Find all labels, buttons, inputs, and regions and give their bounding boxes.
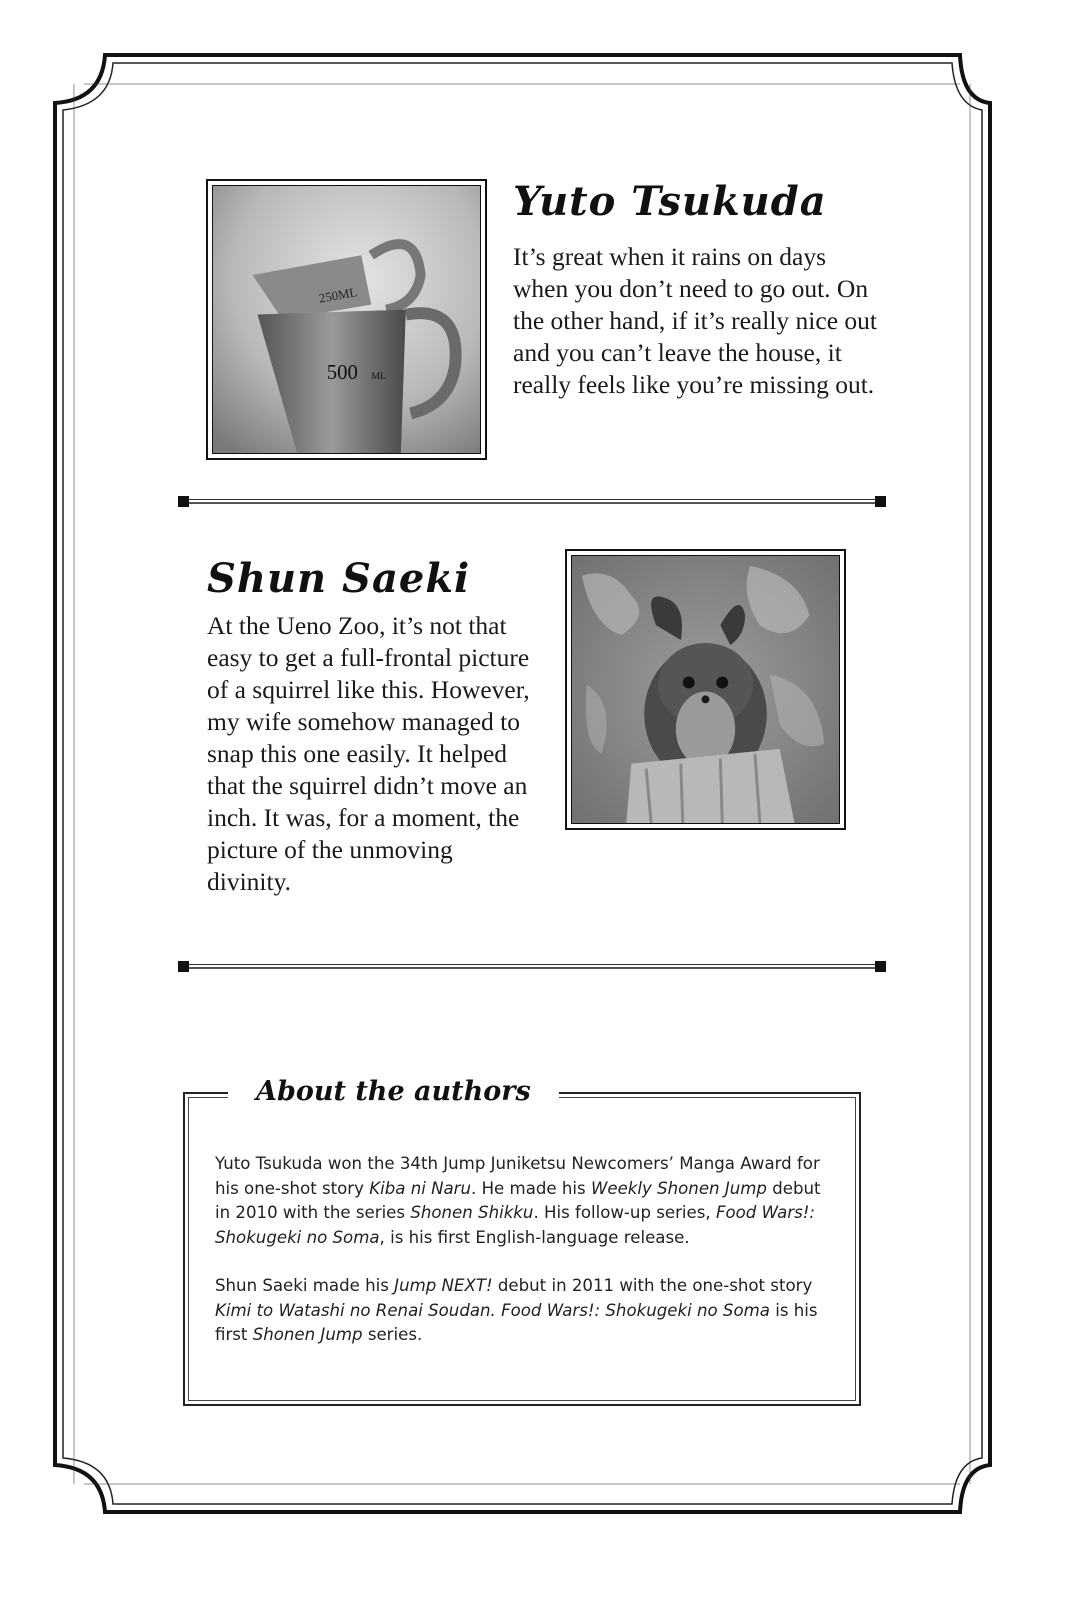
- about-p2-title-2: Kimi to Watashi no Renai Soudan. Food Wars!: Shokugeki no Soma: [215, 1300, 770, 1320]
- squirrel-image: [572, 556, 839, 823]
- about-p1-title-3: Shonen Shikku: [410, 1203, 534, 1222]
- cup-large-label: 500: [326, 361, 358, 384]
- about-p1-title-1: Kiba ni Naru: [369, 1178, 472, 1198]
- about-p1-text-4: . His follow-up series,: [533, 1203, 716, 1222]
- cup-small-label: 250ML: [317, 285, 359, 306]
- about-p1-text-5: , is his first English-language release.: [379, 1227, 690, 1247]
- cup-large-unit: ML: [371, 370, 387, 382]
- section-divider-1: [178, 496, 886, 508]
- section-divider-2: [178, 961, 886, 973]
- about-p2-text-1: Shun Saeki made his: [215, 1276, 395, 1295]
- about-p1-text-2: . He made his: [471, 1178, 591, 1198]
- about-p1-title-2: Weekly Shonen Jump: [590, 1178, 767, 1198]
- about-paragraph-1: [215, 1152, 835, 1250]
- author1-name: Yuto Tsukuda: [513, 178, 827, 225]
- measuring-cups-image: [213, 186, 480, 453]
- author1-comment: It’s great when it rains on days when you don’t need to go out. On the other hand, if it’s really nice out and you can’t leave the house, it really feels like you’re missing out.: [513, 242, 877, 399]
- about-p1-title-4: Food Wars!: Shokugeki no Soma: [215, 1203, 815, 1247]
- about-p1-text-3: debut in 2010 with the series: [215, 1178, 821, 1222]
- squirrel-photo: [565, 549, 846, 830]
- about-p2-text-2: debut in 2011 with the one-shot story: [492, 1276, 813, 1295]
- about-p2-title-1: Jump NEXT!: [394, 1276, 493, 1295]
- author2-comment: At the Ueno Zoo, it’s not that easy to get a full-frontal picture of a squirrel like this. However, my wife somehow managed to snap this one easily. It helped that the squirrel didn’t move an inch. It was, for a moment, the picture of the unmoving divinity.: [207, 611, 530, 896]
- about-paragraph-2: [215, 1274, 835, 1348]
- about-p2-text-3: is his first: [215, 1300, 818, 1344]
- about-authors-title: About the authors: [228, 1076, 559, 1107]
- measuring-cups-photo: [206, 179, 487, 460]
- about-p1-text-1: Yuto Tsukuda won the 34th Jump Juniketsu Newcomers’ Manga Award for his one-shot story: [215, 1154, 820, 1198]
- about-p2-text-4: series.: [362, 1325, 423, 1344]
- about-p2-title-3: Shonen Jump: [252, 1325, 363, 1344]
- author2-name: Shun Saeki: [207, 555, 471, 602]
